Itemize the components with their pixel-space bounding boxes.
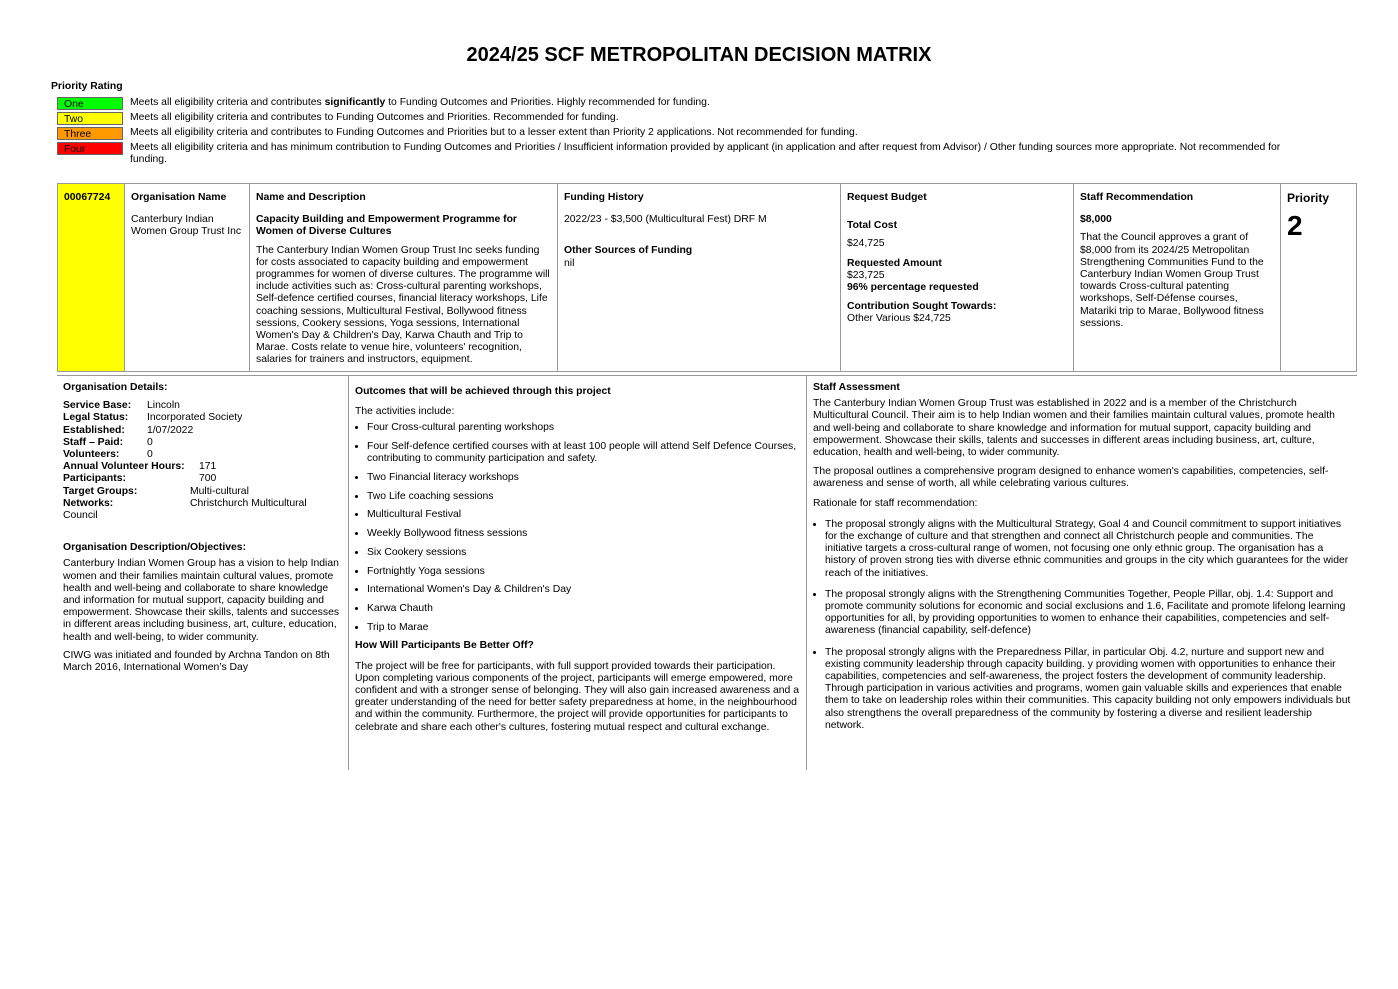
legend-row-two	[57, 112, 1317, 125]
legend-text-two: Meets all eligibility criteria and contributes to Funding Outcomes and Priorities. Recommended for funding.	[130, 112, 619, 123]
networks: Christchurch Multicultural	[190, 497, 307, 509]
legend-text-three: Meets all eligibility criteria and contributes to Funding Outcomes and Priorities but to a lesser extent than Priority 2 applications. Not recommended for funding.	[130, 127, 858, 138]
legend-row-three	[57, 127, 1317, 140]
legend-text-one-bold: significantly	[324, 97, 386, 108]
funding-history-cell	[558, 184, 841, 372]
name-desc-header: Name and Description	[256, 192, 366, 203]
application-table	[57, 183, 1357, 372]
organisation-details	[57, 376, 349, 770]
list-item: • Six Cookery sessions	[367, 547, 800, 559]
other-sources: nil	[564, 257, 575, 269]
priority-rating-heading: Priority Rating	[51, 81, 123, 92]
priority-header: Priority	[1287, 191, 1330, 205]
details-section	[57, 375, 1357, 770]
better-off-text: The project will be free for participants, with full support provided towards their participation. Upon completing various components of the project, participants will emerge empowered, more confident and with a stronger sense of belonging. They will also gain increased awareness and a greater understanding of the need for better safety preparedness at home, in the neighbourhood and within the community. Furthermore, the project will provide opportunities for participants to celebrate and share each other's cultures, fostering mutual respect and cultural exchange.	[355, 660, 799, 733]
list-item: • Four Self-defence certified courses with at least 100 people will attend Self Defence Courses, contributing to community participation and safety.	[367, 441, 800, 465]
participants: 700	[199, 473, 217, 485]
legend-text-one-pre: Meets all eligibility criteria and contributes	[130, 97, 325, 108]
swatch-two: Two	[57, 112, 123, 125]
volunteers: 0	[147, 449, 153, 461]
org-desc-1: Canterbury Indian Women Group has a vision to help Indian women and their families maintain cultural values, promote health and well-being and collaborate to share knowledge and information for mutual support, capacity building and empowerment. Showcase their skills, talents and successes in different areas including business, art, culture, education, health and well-being, to wider community.	[63, 558, 340, 643]
org-desc-2: CIWG was initiated and founded by Archna Tandon on 8th March 2016, International Women’s Day	[63, 649, 330, 674]
org-desc-heading: Organisation Description/Objectives:	[63, 542, 247, 554]
legend-text-one-post: to Funding Outcomes and Priorities. Highly recommended for funding.	[385, 97, 710, 108]
requested-label: Requested Amount	[847, 257, 942, 269]
list-item: • The proposal strongly aligns with the Multicultural Strategy, Goal 4 and Council commitment to support initiatives for the exchange of culture and that strengthen and connect all Christchurch people and communities. The initiative targets a cross-cultural range of women, not focusing one only ethnic group. The organisation has a history of proven strong ties with diverse ethnic communities and groups in the city which guarantees for the wider reach of the initiatives.	[825, 519, 1351, 580]
list-item: • Fortnightly Yoga sessions	[367, 566, 800, 578]
target-groups-label: Target Groups:	[63, 485, 138, 497]
outcomes-heading: Outcomes that will be achieved through this project	[355, 386, 611, 397]
list-item: • Two Life coaching sessions	[367, 491, 800, 503]
total-cost: $24,725	[847, 238, 885, 250]
org-name-header: Organisation Name	[131, 192, 227, 203]
priority-cell	[1281, 184, 1357, 372]
networks-cont: Council	[63, 510, 98, 522]
requested-amount: $23,725	[847, 269, 885, 281]
list-item: • Karwa Chauth	[367, 603, 800, 615]
better-off-heading: How Will Participants Be Better Off?	[355, 640, 534, 652]
request-budget-header: Request Budget	[847, 192, 927, 203]
list-item: • The proposal strongly aligns with the Strengthening Communities Together, People Pillar, obj. 1.4: Support and promote community solutions for economic and social exclusions and 1.6, Facilitate and promote lifelong learning opportunities for all, by providing opportunities to women to enhance their capabilities, competencies and self-awareness (financial capability, self-defence)	[825, 589, 1351, 638]
org-details-list	[63, 400, 342, 522]
list-item: • Two Financial literacy workshops	[367, 472, 800, 484]
staff-assessment-heading: Staff Assessment	[813, 382, 900, 393]
application-ref-value: 00067724	[64, 192, 111, 203]
swatch-three: Three	[57, 127, 123, 140]
name-desc-cell	[250, 184, 558, 372]
staff-paid-label: Staff – Paid:	[63, 436, 124, 448]
volunteers-label: Volunteers:	[63, 449, 120, 461]
assessment-para-1: The Canterbury Indian Women Group Trust was established in 2022 and is a member of the Christchurch Multicultural Council. Their aim is to help Indian women and their families maintain cultural values, promote health and well-being and collaborate to share knowledge and information for mutual support, capacity building and empowerment. Showcase their skills, talents and successes in different areas including business, art, culture, education, health and well-being, to wider community.	[813, 398, 1335, 459]
application-ref	[58, 184, 125, 372]
project-name: Capacity Building and Empowerment Programme for Women of Diverse Cultures	[256, 214, 517, 238]
networks-label: Networks:	[63, 497, 114, 509]
list-item: • The proposal strongly aligns with the Preparedness Pillar, in particular Obj. 4.2, nurture and support new and existing community leadership through capacity building. y providing women with opportunities to enhance their capabilities, competencies and self-awareness, the project fosters the development of community leadership. Through participation in various activities and programs, women gain valuable skills and experiences that enable them to take on leadership roles within their communities. This capacity building not only empowers individuals but also strengthens the overall preparedness of the community by fostering a diverse and resilient leadership network.	[825, 647, 1351, 732]
funding-history: 2022/23 - $3,500 (Multicultural Fest) DRF M	[564, 214, 767, 226]
list-item: • Weekly Bollywood fitness sessions	[367, 528, 800, 540]
list-item: • International Women's Day & Children's Day	[367, 584, 800, 596]
legal-status-label: Legal Status:	[63, 412, 129, 424]
participants-label: Participants:	[63, 473, 126, 485]
total-cost-label: Total Cost	[847, 220, 898, 232]
priority-legend	[57, 97, 1317, 168]
established: 1/07/2022	[147, 424, 194, 436]
staff-assessment	[807, 376, 1357, 770]
established-label: Established:	[63, 424, 125, 436]
outcomes-section	[349, 376, 807, 770]
contribution: Other Various $24,725	[847, 313, 951, 325]
legal-status: Incorporated Society	[147, 412, 243, 424]
staff-rec-header: Staff Recommendation	[1080, 192, 1194, 203]
funding-history-header: Funding History	[564, 192, 644, 203]
percentage-requested: 96% percentage requested	[847, 282, 979, 294]
staff-rec-amount: $8,000	[1080, 214, 1112, 226]
target-groups: Multi-cultural	[190, 485, 249, 497]
volunteer-hours: 171	[199, 461, 217, 473]
staff-paid: 0	[147, 436, 153, 448]
staff-recommendation-cell	[1074, 184, 1281, 372]
service-base-label: Service Base:	[63, 400, 132, 412]
list-item: • Four Cross-cultural parenting workshops	[367, 422, 800, 434]
outcomes-intro: The activities include:	[355, 406, 455, 418]
contribution-label: Contribution Sought Towards:	[847, 301, 997, 313]
rationale-list	[813, 519, 1351, 732]
priority-value: 2	[1287, 210, 1303, 242]
rationale-intro: Rationale for staff recommendation:	[813, 497, 978, 509]
legend-row-four	[57, 142, 1317, 166]
org-details-heading: Organisation Details:	[63, 382, 168, 393]
legend-text-four: Meets all eligibility criteria and has minimum contribution to Funding Outcomes and Priorities / Insufficient information provided by applicant (in application and after request from Advisor) / Other funding sources more appropriate. Not recommended for funding.	[130, 142, 1281, 166]
service-base: Lincoln	[147, 400, 180, 412]
request-budget-cell	[841, 184, 1074, 372]
volunteer-hours-label: Annual Volunteer Hours:	[63, 461, 185, 473]
org-name-cell	[125, 184, 250, 372]
legend-text-one	[123, 97, 1317, 110]
swatch-one: One	[57, 97, 123, 110]
project-description: The Canterbury Indian Women Group Trust Inc seeks funding for costs associated to capacity building and empowerment programmes for women of diverse cultures. The programme will include activities such as: Cross-cultural parenting workshops, Self-defence certified courses, financial literacy workshops, Life coaching sessions, Multicultural Festival, Bollywood fitness sessions, Cookery sessions, Yoga sessions, International Women's Day & Children's Day, Karwa Chauth and Trip to Marae. Costs relate to venue hire, volunteers' recognition, salaries for trainers and instructors, equipment.	[256, 244, 550, 366]
other-sources-header: Other Sources of Funding	[564, 245, 693, 257]
swatch-four: Four	[57, 142, 123, 155]
legend-row-one	[57, 97, 1317, 110]
assessment-para-2: The proposal outlines a comprehensive program designed to enhance women's capabilities, competencies, self-awareness and sense of worth, all while celebrating various cultures.	[813, 466, 1329, 490]
staff-rec-text: That the Council approves a grant of $8,000 from its 2024/25 Metropolitan Strengthening Communities Fund to the Canterbury Indian Women Group Trust towards Cross-cultural patenting workshops, Self-Défense courses, Matariki trip to Marae, Bollywood fitness sessions.	[1080, 232, 1264, 329]
org-name: Canterbury Indian Women Group Trust Inc	[131, 214, 242, 238]
list-item: • Multicultural Festival	[367, 509, 800, 521]
activities-list	[355, 422, 800, 633]
list-item: • Trip to Marae	[367, 622, 800, 634]
page-title: 2024/25 SCF METROPOLITAN DECISION MATRIX	[466, 44, 932, 66]
